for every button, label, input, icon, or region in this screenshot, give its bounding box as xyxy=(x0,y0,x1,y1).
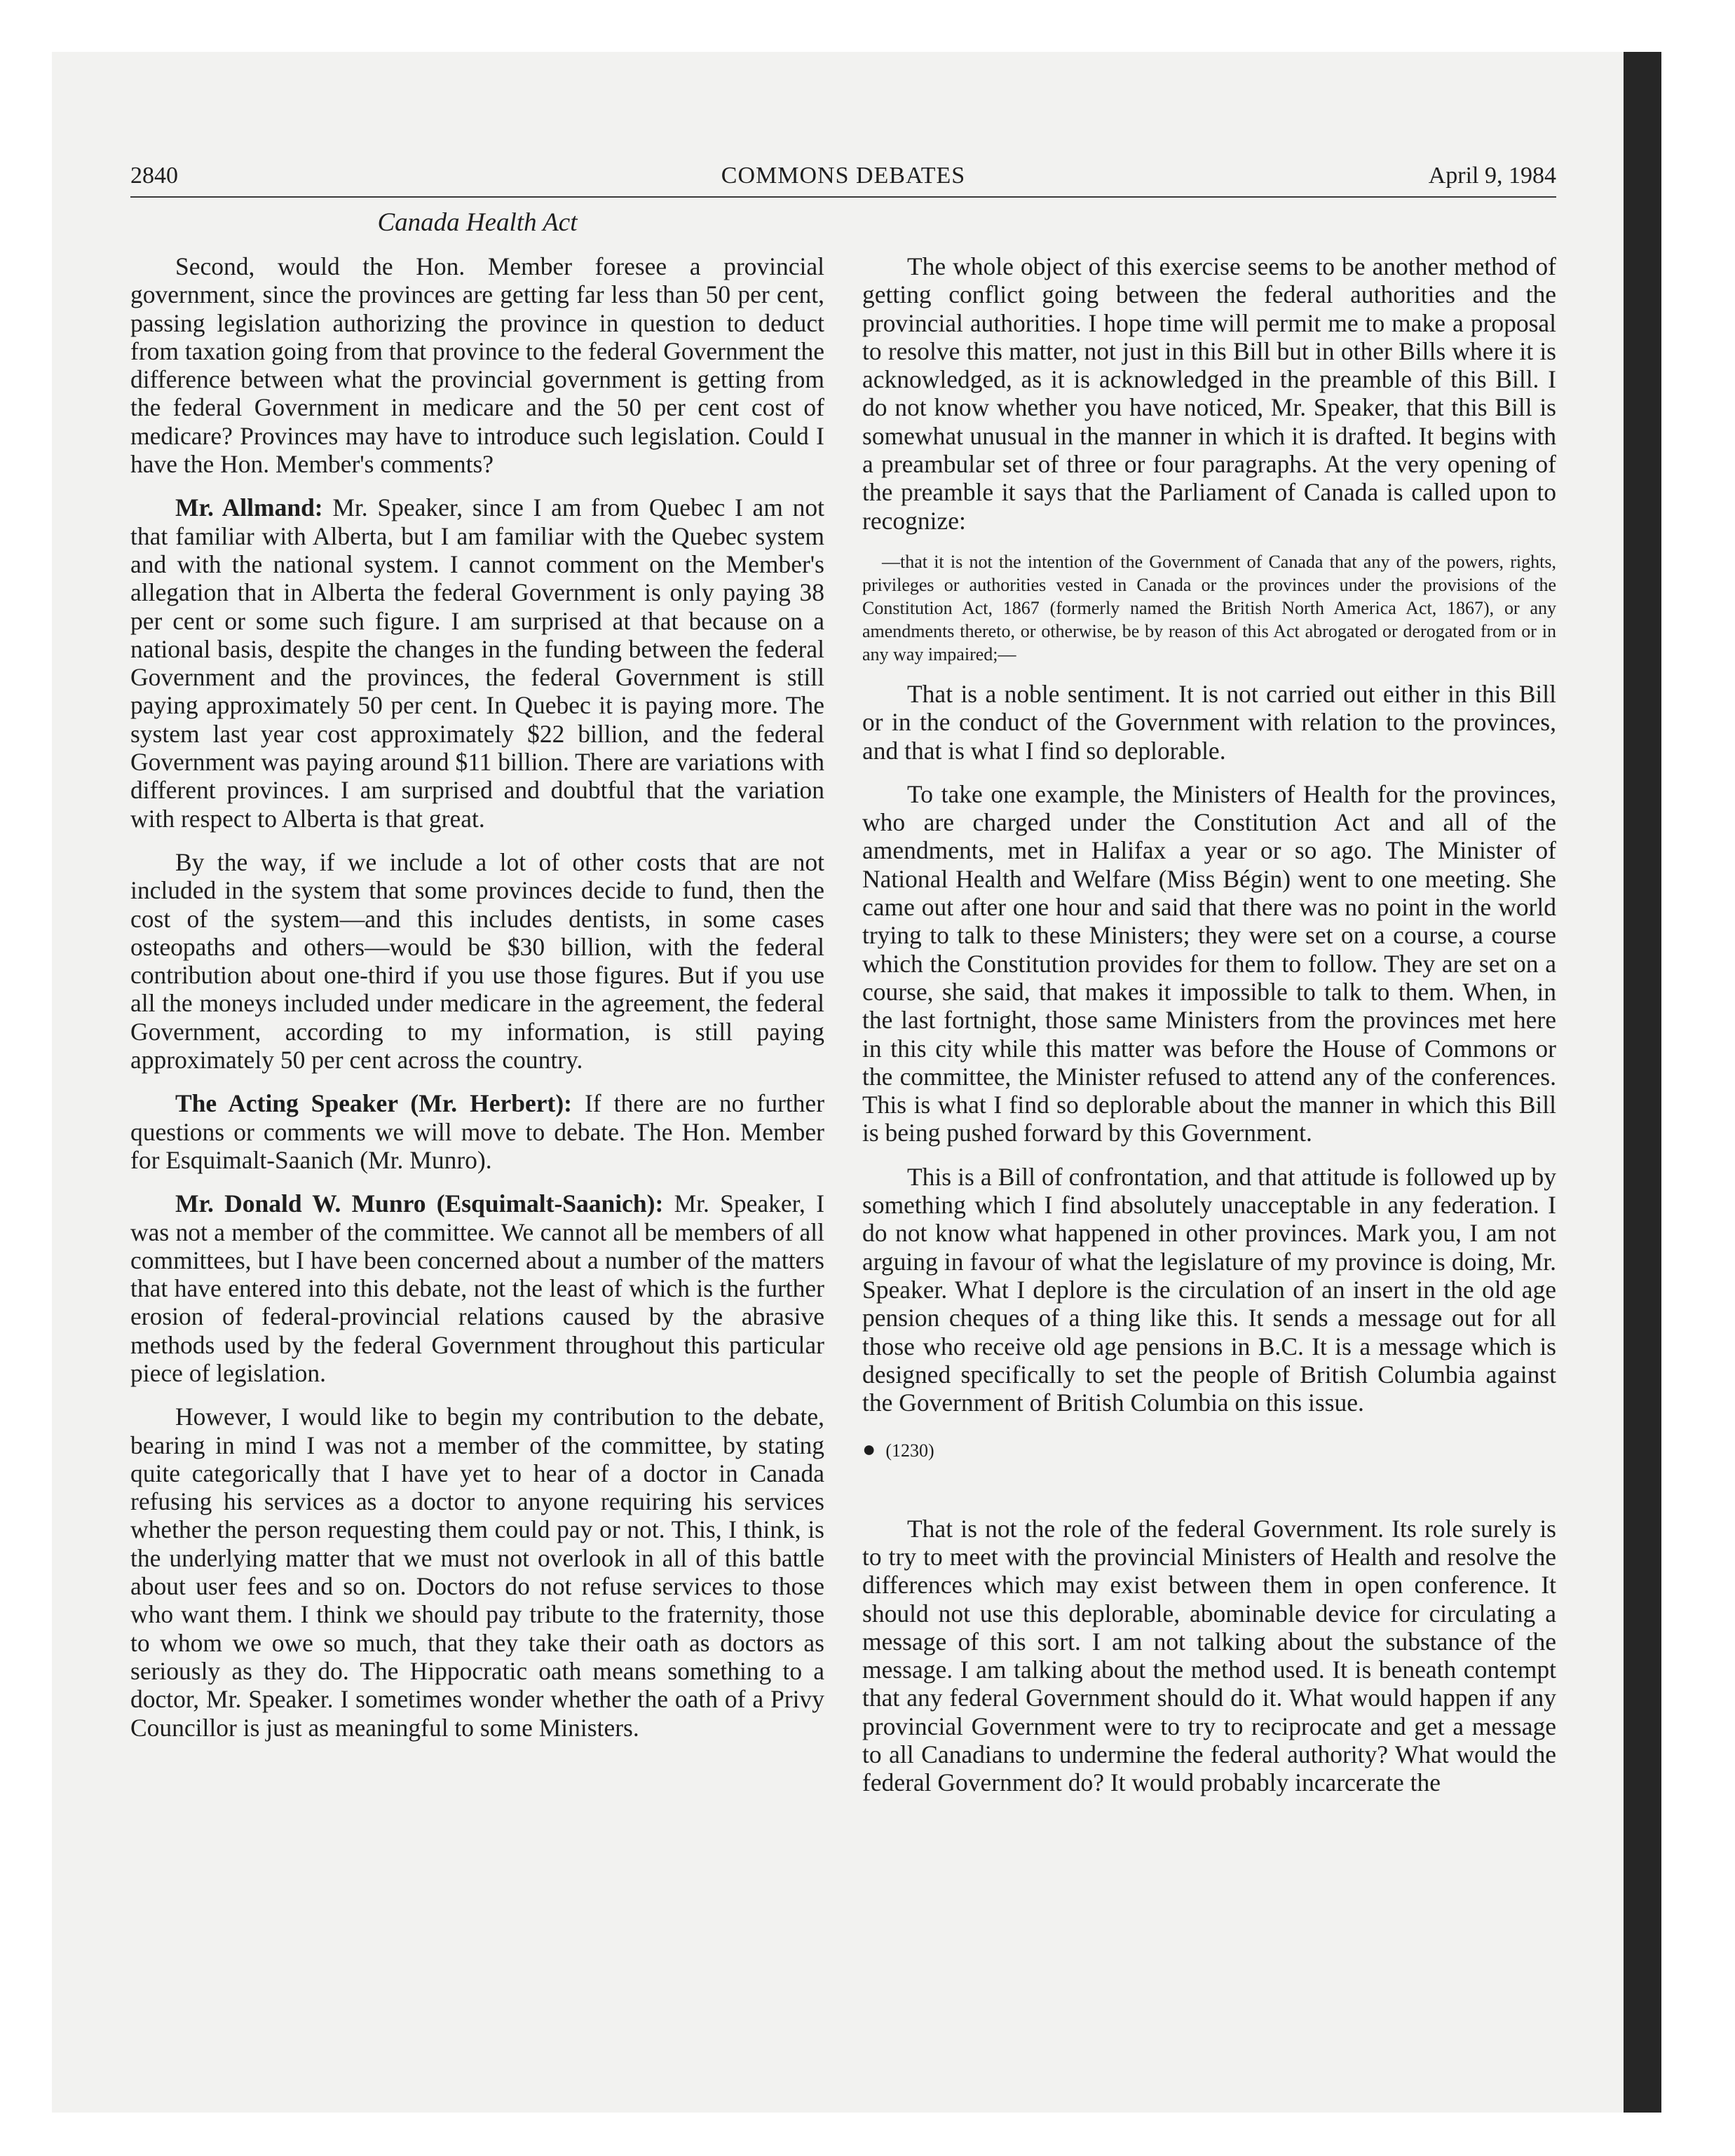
paragraph: Second, would the Hon. Member foresee a provincial government, since the provinces are getting far less than 50 per cent, passing legislation authorizing the province in question to deduct from taxation going from that province to the federal Government the difference between what the provincial government is getting from the federal Government in medicare and the 50 per cent cost of medicare? Provinces may have to introduce such legislation. Could I have the Hon. Member's comments? xyxy=(130,252,824,479)
paragraph: This is a Bill of confrontation, and that attitude is followed up by something which I find absolutely unacceptable in any federation. I do not know what happened in other provinces. Mark you, I am not arguing in favour of what the legislature of my province is doing, Mr. Speaker. What I deplore is the circulation of an insert in the old age pension cheques of a thing like this. It sends a message out for all those who receive old age pensions in B.C. It is a message which is designed specifically to set the people of British Columbia against the Government of British Columbia on this issue. xyxy=(862,1162,1556,1417)
left-column xyxy=(130,252,824,1757)
paragraph: That is a noble sentiment. It is not carried out either in this Bill or in the conduct of the Government with relation to the provinces, and that is what I find so deplorable. xyxy=(862,679,1556,765)
speech-text: Mr. Speaker, I was not a member of the committee. We cannot all be members of all committees, but I have been concerned about a number of the matters that have entered into this debate, not the least of which is the further erosion of federal-provincial relations caused by the abrasive methods used by the federal Government throughout this particular piece of legislation. xyxy=(130,1189,825,1387)
speech-text: Mr. Speaker, since I am from Quebec I am not that familiar with Alberta, but I am familiar with the Quebec system and with the national system. I cannot comment on the Member's allegation that in Alberta the federal Government is only paying 38 per cent or some such figure. I am surprised at that because on a national basis, despite the changes in the funding between the federal Government and the provinces, the federal Government is still paying approximately 50 per cent. In Quebec it is paying more. The system last year cost approximately $22 billion, and the federal Government was paying around $11 billion. There are variations with different provinces. I am surprised and doubtful that the variation with respect to Alberta is that great. xyxy=(130,493,824,833)
speech-text: If there are no further questions or comments we will move to debate. The Hon. Member for Esquimalt-Saanich (Mr. Munro). xyxy=(130,1089,825,1174)
paragraph: To take one example, the Ministers of Health for the provinces, who are charged under the Constitution Act and all of the amendments, met in Halifax a year or so ago. The Minister of National Health and Welfare (Miss Bégin) went to one meeting. She came out after one hour and said that there was no point in the world trying to talk to these Ministers; they were set on a course, a course which the Constitution provides for them to follow. They are set on a course, she said, that makes it impossible to talk to them. When, in the last fortnight, those same Ministers from the provinces met here in this city while this matter was before the House of Commons or the committee, the Minister refused to attend any of the conferences. This is what I find so deplorable about the manner in which this Bill is being pushed forward by this Government. xyxy=(862,779,1556,1147)
page-number: 2840 xyxy=(130,163,178,189)
scan-edge-bar xyxy=(1624,52,1661,2113)
publication-title: COMMONS DEBATES xyxy=(721,163,966,189)
preamble-quote: —that it is not the intention of the Government of Canada that any of the powers, rights, privileges or authorities vested in Canada or the provinces under the provisions of the Constitution Act, 1867 (formerly named the British North America Act, 1867), or any amendments thereto, or otherwise, be by reason of this Act abrogated or derogated from or in any way impaired;— xyxy=(862,551,1556,664)
section-title: Canada Health Act xyxy=(377,208,578,237)
speaker-name: Mr. Allmand: xyxy=(175,493,323,522)
bullet-icon: ● xyxy=(862,1436,876,1462)
speaker-name: Mr. Donald W. Munro (Esquimalt-Saanich): xyxy=(175,1189,664,1218)
paragraph xyxy=(130,1189,824,1387)
paragraph xyxy=(130,493,824,833)
time-marker-label: (1230) xyxy=(885,1440,934,1461)
page-header xyxy=(130,160,1556,198)
paragraph: By the way, if we include a lot of other costs that are not included in the system that some provinces decide to fund, then the cost of the system—and this includes dentists, in some cases osteopaths and others—would be $30 billion, with the federal contribution about one-third if you use those figures. But if you use all the moneys included under medicare in the agreement, the federal Government, according to my information, is still paying approximately 50 per cent across the country. xyxy=(130,847,824,1074)
paragraph: That is not the role of the federal Government. Its role surely is to try to meet with the provincial Ministers of Health and resolve the differences which may exist between them in open conference. It should not use this deplorable, abominable device for circulating a message of this sort. I am not talking about the substance of the message. I am talking about the method used. It is beneath contempt that any federal Government should do it. What would happen if any provincial Government were to try to reciprocate and get a message to all Canadians to undermine the federal authority? What would the federal Government do? It would probably incarcerate the xyxy=(862,1514,1556,1797)
paragraph xyxy=(130,1089,824,1174)
page-date: April 9, 1984 xyxy=(1428,163,1556,189)
speaker-name: The Acting Speaker (Mr. Herbert): xyxy=(175,1089,572,1118)
paragraph: However, I would like to begin my contribution to the debate, bearing in mind I was not a member of the committee, by stating quite categorically that I have yet to hear of a doctor in Canada refusing his services as a doctor to anyone requiring his services whether the person requesting them could pay or not. This, I think, is the underlying matter that we must not overlook in all of this battle about user fees and so on. Doctors do not refuse services to those who want them. I think we should pay tribute to the fraternity, those to whom we owe so much, that they take their oath as doctors as seriously as they do. The Hippocratic oath means something to a doctor, Mr. Speaker. I sometimes wonder whether the oath of a Privy Councillor is just as meaningful to some Ministers. xyxy=(130,1403,824,1742)
right-column xyxy=(862,252,1556,1813)
time-marker xyxy=(862,1435,1556,1465)
paragraph: The whole object of this exercise seems to be another method of getting conflict going between the federal authorities and the provincial authorities. I hope time will permit me to make a proposal to resolve this matter, not just in this Bill but in other Bills where it is acknowledged, as it is acknowledged in the preamble of this Bill. I do not know whether you have noticed, Mr. Speaker, that this Bill is somewhat unusual in the manner in which it is drafted. It begins with a preambular set of three or four paragraphs. At the very opening of the preamble it says that the Parliament of Canada is called upon to recognize: xyxy=(862,252,1556,535)
